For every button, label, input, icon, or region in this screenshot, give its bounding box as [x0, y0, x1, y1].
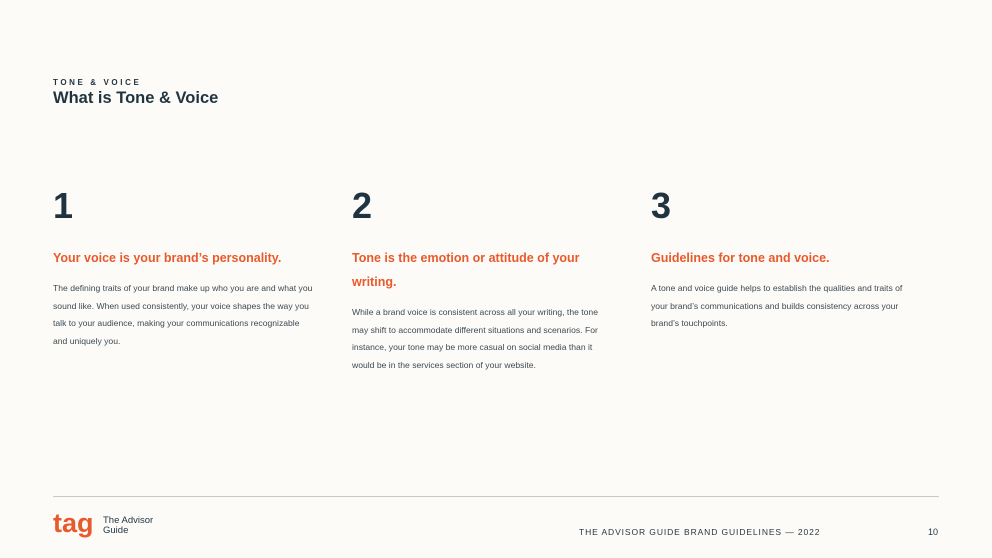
column-body: While a brand voice is consistent across all your writing, the tone may shift to accommodate different situations and scenarios. For instance, your tone may be more casual on social media than it would be in the services section of your website. — [352, 307, 598, 370]
logo-wordmark — [103, 516, 153, 536]
column-2 — [352, 186, 622, 374]
logo-line-1: The Advisor — [103, 515, 154, 526]
page-number: 10 — [928, 527, 939, 537]
column-body: A tone and voice guide helps to establish the qualities and traits of your brand’s communications and builds consistency across your brand’s touchpoints. — [651, 283, 903, 328]
footer-divider — [53, 496, 939, 497]
column-number: 1 — [53, 185, 74, 226]
column-heading: Guidelines for tone and voice. — [651, 251, 830, 265]
column-heading: Tone is the emotion or attitude of your writing. — [352, 251, 580, 289]
eyebrow-label: TONE & VOICE — [53, 78, 142, 87]
column-heading: Your voice is your brand’s personality. — [53, 251, 282, 265]
column-body: The defining traits of your brand make up who you are and what you sound like. When used consistently, your voice shapes the way you talk to your audience, making your communications recognizable and uniquely you. — [53, 283, 313, 346]
column-1 — [53, 186, 323, 350]
svg-text:tag: tag — [53, 510, 94, 538]
brand-logo — [53, 510, 153, 542]
tag-logo-icon — [53, 510, 99, 542]
column-number: 2 — [352, 185, 373, 226]
column-3 — [651, 186, 921, 333]
page-title: What is Tone & Voice — [53, 89, 219, 107]
logo-line-2: Guide — [103, 525, 129, 536]
document-title: THE ADVISOR GUIDE BRAND GUIDELINES — 2022 — [579, 527, 821, 537]
column-number: 3 — [651, 185, 672, 226]
